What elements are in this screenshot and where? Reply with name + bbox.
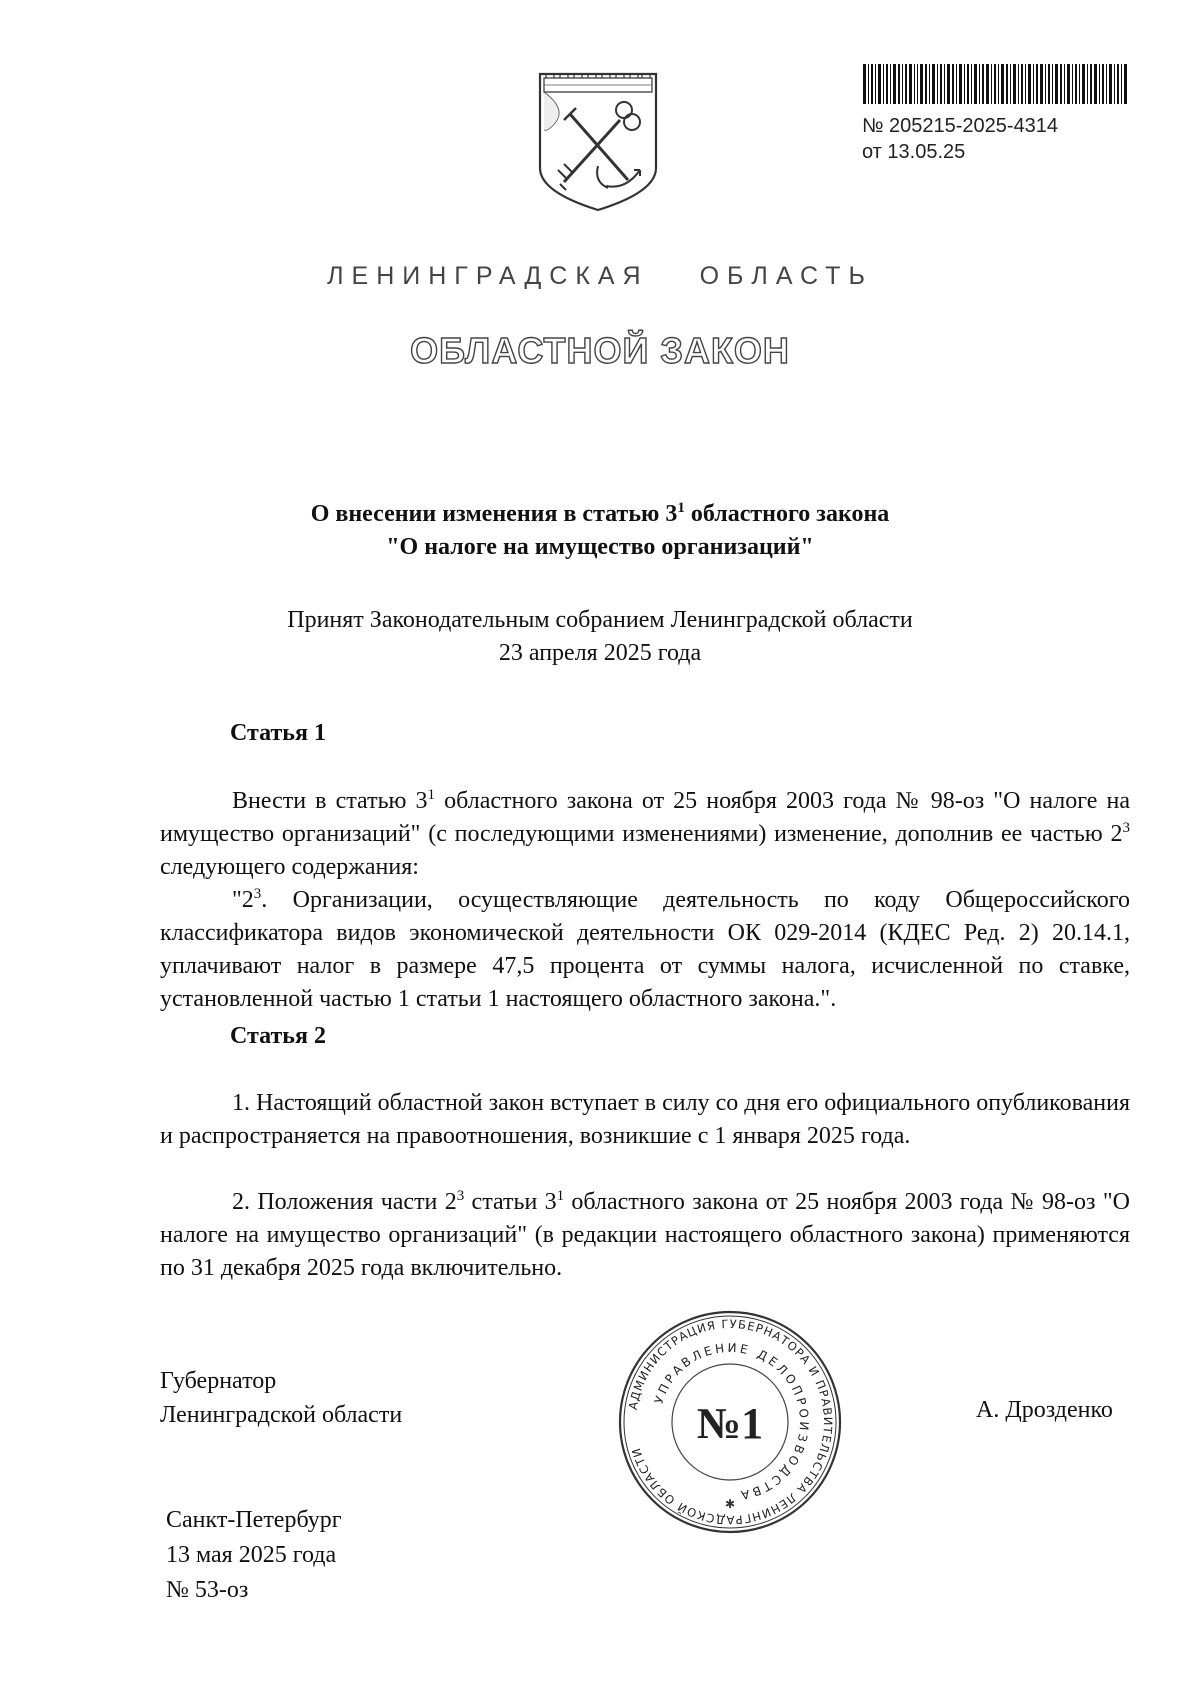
law-number: № 53-оз [166, 1577, 249, 1603]
region-word-1: ЛЕНИНГРАДСКАЯ [327, 262, 649, 290]
document-type: ОБЛАСТНОЙ ЗАКОН [410, 330, 790, 371]
article-1-paragraph-1: Внести в статью $3^1$ областного закона от 25 ноября 2003 года № 98-оз "О налоге на имущество организаций" (с последующими изменениями) изменение, дополнив ее частью $2^3$ следующего содержания: [160, 787, 1130, 880]
article-2-paragraph-1: 1. Настоящий областной закон вступает в силу со дня его официального опубликования и распространяется на правоотношения, возникшие с 1 января 2025 года. [160, 1090, 1130, 1149]
registration-date: от 13.05.25 [862, 141, 966, 163]
seal-outer-text: АДМИНИСТРАЦИЯ ГУБЕРНАТОРА И ПРАВИТЕЛЬСТВА ЛЕНИНГРАДСКОЙ ОБЛАСТИ [625, 1316, 836, 1528]
adoption-note [0, 604, 1200, 670]
signatory-region: Ленинградской области [160, 1402, 403, 1428]
seal-number: №1 [696, 1399, 764, 1448]
adoption-body: Принят Законодательным собранием Ленинградской области [287, 607, 913, 633]
coat-of-arms-icon [536, 70, 660, 212]
law-title-line-2: "О налоге на имущество организаций" [386, 534, 814, 560]
barcode-icon [863, 64, 1127, 104]
registration-stamp [862, 113, 1058, 165]
signing-city: Санкт-Петербург [166, 1507, 342, 1533]
article-1-heading: Статья 1 [230, 720, 326, 746]
article-2-heading: Статья 2 [230, 1023, 326, 1049]
signatory-position [160, 1364, 402, 1432]
svg-text:✱: ✱ [724, 1497, 736, 1511]
official-seal [618, 1310, 842, 1534]
region-name [0, 262, 1200, 291]
article-1-paragraph-2: "$2^3$. Организации, осуществляющие деятельность по коду Общероссийского классификатора видов экономической деятельности ОК 029-2014 (КДЕС Ред. 2) 20.14.1, уплачивают налог в размере 47,5 процента от суммы налога, исчисленной по ставке, установленной частью 1 статьи 1 настоящего областного закона.". [160, 886, 1130, 1012]
seal-inner-text: УПРАВЛЕНИЕ ДЕЛОПРОИЗВОДСТВА [651, 1340, 812, 1503]
registration-number: № 205215-2025-4314 [862, 115, 1059, 137]
adoption-date: 23 апреля 2025 года [498, 640, 702, 666]
signing-date: 13 мая 2025 года [166, 1542, 337, 1568]
signatory-title: Губернатор [160, 1368, 277, 1394]
signatory-name: А. Дрозденко [976, 1397, 1113, 1423]
region-word-2: ОБЛАСТЬ [699, 262, 873, 290]
article-2-paragraph-2: 2. Положения части $2^3$ статьи $3^1$ областного закона от 25 ноября 2003 года № 98-оз "О налоге на имущество организаций" (в редакции настоящего областного закона) применяются по 31 декабря 2025 года включительно. [160, 1188, 1130, 1281]
signing-details [166, 1503, 342, 1608]
law-title [0, 498, 1200, 564]
law-title-line-1: О внесении изменения в статью $3^1$ областного закона [310, 500, 890, 527]
